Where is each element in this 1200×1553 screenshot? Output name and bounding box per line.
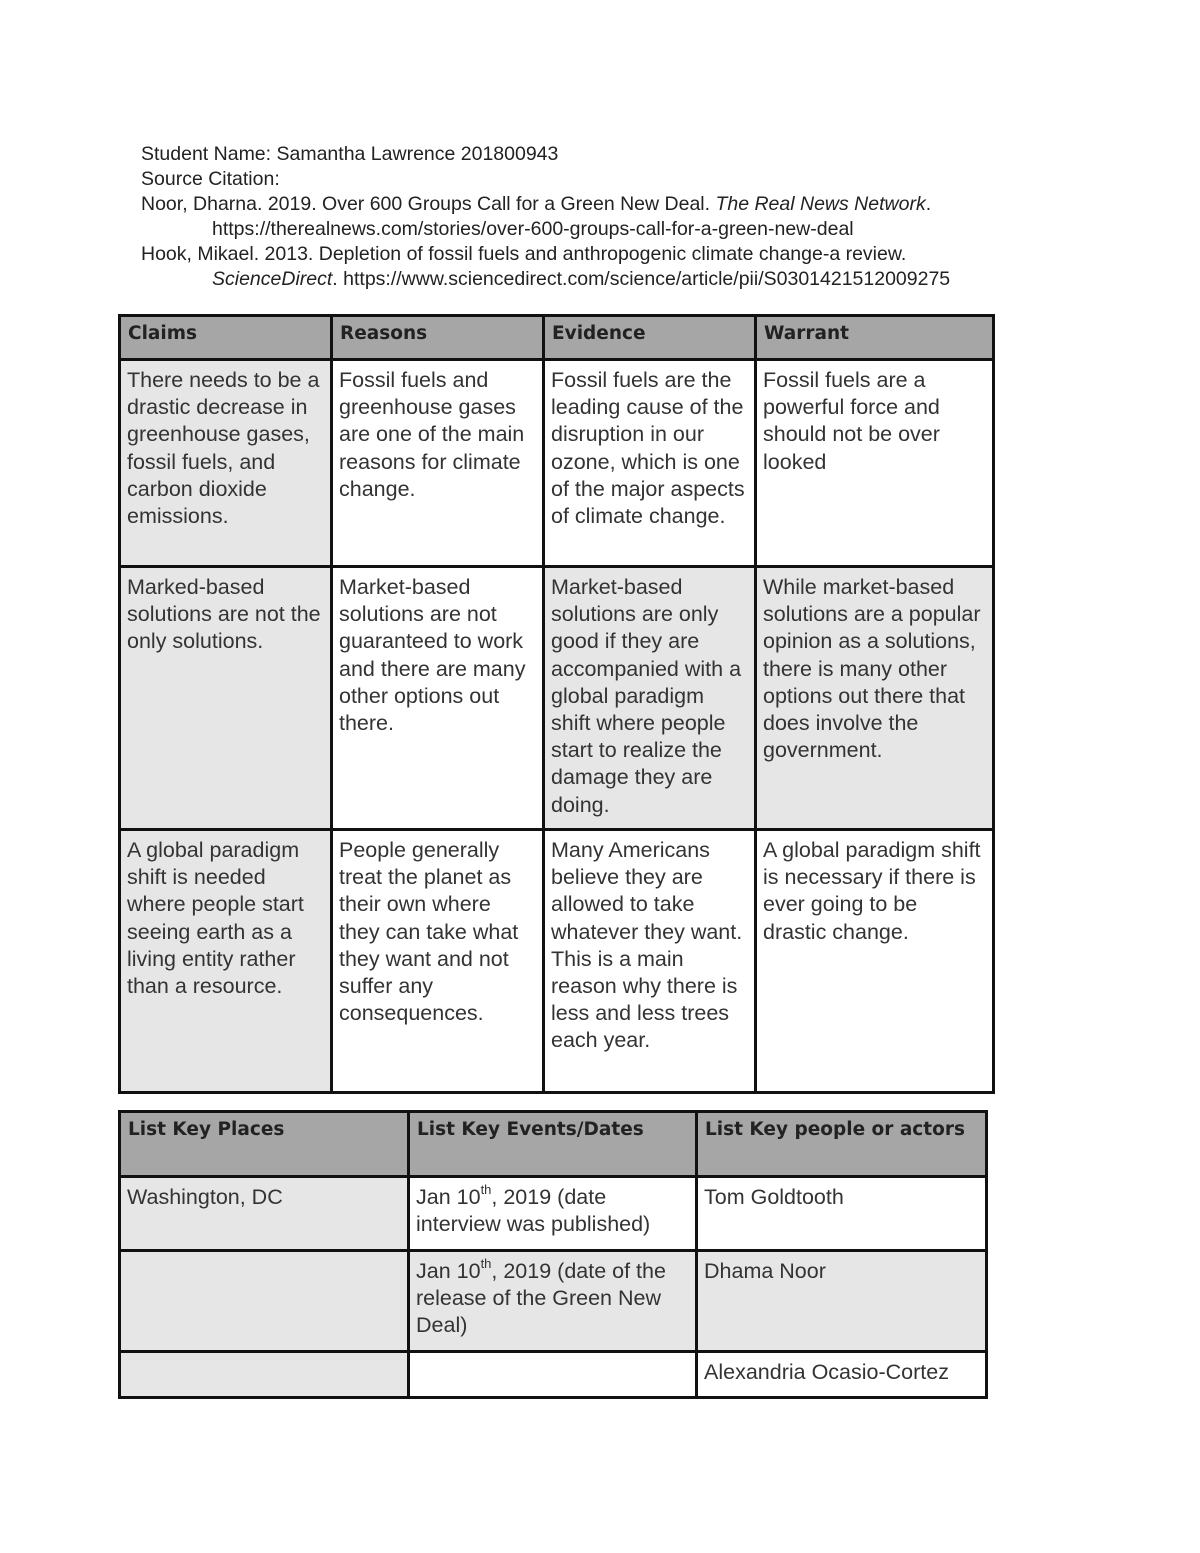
event-cell	[409, 1352, 697, 1398]
table-row	[120, 830, 994, 1093]
claims-reasons-evidence-warrant-table	[118, 314, 995, 1094]
table-row	[120, 1352, 987, 1398]
document-header	[141, 142, 1101, 292]
reason-cell: Market-based solutions are not guaranteed to work and there are many other options out there.	[332, 567, 544, 830]
warrant-cell: While market-based solutions are a popular opinion as a solutions, there is many other options out there that does involve the government.	[756, 567, 994, 830]
evidence-cell: Many Americans believe they are allowed to take whatever they want. This is a main reason why there is less and less trees each year.	[544, 830, 756, 1093]
table-header-row	[120, 316, 994, 360]
event-cell: Jan 10th, 2019 (date interview was published)	[409, 1177, 697, 1251]
header-evidence: Evidence	[544, 316, 756, 360]
header-claims: Claims	[120, 316, 332, 360]
key-facts-table	[118, 1110, 988, 1399]
citation-2-line-1: Hook, Mikael. 2013. Depletion of fossil fuels and anthropogenic climate change-a review.	[141, 243, 907, 265]
source-citation-label: Source Citation:	[141, 168, 280, 190]
student-name: Student Name: Samantha Lawrence 201800943	[141, 143, 559, 165]
person-cell: Tom Goldtooth	[697, 1177, 987, 1251]
claim-cell: Marked-based solutions are not the only solutions.	[120, 567, 332, 830]
citation-1-line-2: https://therealnews.com/stories/over-600-groups-call-for-a-green-new-deal	[212, 218, 854, 240]
table-header-row	[120, 1112, 987, 1177]
evidence-cell: Fossil fuels are the leading cause of the disruption in our ozone, which is one of the major aspects of climate change.	[544, 360, 756, 567]
person-cell: Alexandria Ocasio-Cortez	[697, 1352, 987, 1398]
reason-cell: Fossil fuels and greenhouse gases are one of the main reasons for climate change.	[332, 360, 544, 567]
warrant-cell: Fossil fuels are a powerful force and should not be over looked	[756, 360, 994, 567]
place-cell	[120, 1352, 409, 1398]
table-row	[120, 360, 994, 567]
place-cell: Washington, DC	[120, 1177, 409, 1251]
citation-1-line-1: Noor, Dharna. 2019. Over 600 Groups Call for a Green New Deal. The Real News Network.	[141, 193, 932, 215]
table-row	[120, 1251, 987, 1352]
warrant-cell: A global paradigm shift is necessary if there is ever going to be drastic change.	[756, 830, 994, 1093]
claim-cell: There needs to be a drastic decrease in greenhouse gases, fossil fuels, and carbon dioxide emissions.	[120, 360, 332, 567]
event-cell: Jan 10th, 2019 (date of the release of the Green New Deal)	[409, 1251, 697, 1352]
place-cell	[120, 1251, 409, 1352]
header-key-events: List Key Events/Dates	[409, 1112, 697, 1177]
person-cell: Dhama Noor	[697, 1251, 987, 1352]
evidence-cell: Market-based solutions are only good if they are accompanied with a global paradigm shift where people start to realize the damage they are doing.	[544, 567, 756, 830]
table-row	[120, 1177, 987, 1251]
citation-2-line-2: ScienceDirect. https://www.sciencedirect.com/science/article/pii/S0301421512009275	[212, 268, 951, 290]
header-key-people: List Key people or actors	[697, 1112, 987, 1177]
claim-cell: A global paradigm shift is needed where people start seeing earth as a living entity rather than a resource.	[120, 830, 332, 1093]
header-key-places: List Key Places	[120, 1112, 409, 1177]
header-reasons: Reasons	[332, 316, 544, 360]
reason-cell: People generally treat the planet as their own where they can take what they want and not suffer any consequences.	[332, 830, 544, 1093]
header-warrant: Warrant	[756, 316, 994, 360]
table-row	[120, 567, 994, 830]
